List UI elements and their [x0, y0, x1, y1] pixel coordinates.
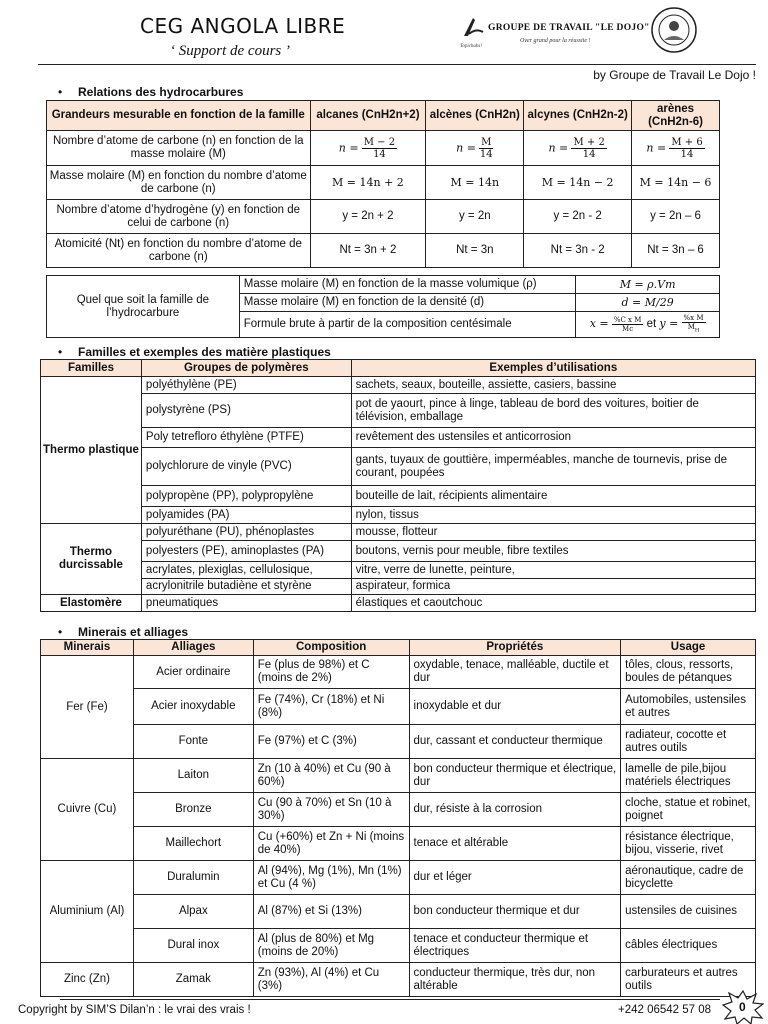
general-formulas-table: Quel que soit la famille de l’hydrocarbure Masse molaire (M) en fonction de la masse volumique (ρ) M = ρ.Vm Masse molaire (M) en fonction de la densité (d) d = M/29 Formule brute à partir de la composition centésimale x = $\frac{\text{\%C x M}}{Mc}$ et y = $\frac{\text{\%x M}}{M_H}$ [46, 275, 720, 338]
row-label: Atomicité (Nt) en fonction du nombre d’atome de carbone (n) [47, 234, 311, 268]
section-minerals-heading: • Minerais et alliages [58, 625, 189, 639]
hydrocarbon-relations-table [46, 100, 720, 268]
family-elastomere: Elastomère [41, 595, 142, 612]
header-cell: arènes (CnH2n-6) [632, 101, 720, 131]
family-thermoplastique: Thermo plastique [41, 377, 142, 524]
formula-cell: n = $\frac{M + 2}{14}$ [524, 131, 632, 166]
formula-cell: n = $\frac{M - 2}{14}$ [310, 131, 426, 166]
footer-divider [60, 999, 720, 1000]
formulas-scope-label: Quel que soit la famille de l’hydrocarbure [47, 276, 240, 338]
section-plastics-heading: • Familles et exemples des matière plastiques [58, 345, 331, 359]
header-cell: alcènes (CnH2n) [426, 101, 524, 131]
table-row: Atomicité (Nt) en fonction du nombre d’atome de carbone (n) Nt = 3n + 2 Nt = 3n Nt = 3n - 2 Nt = 3n – 6 [47, 234, 720, 268]
footer-phone: +242 06542 57 08 [618, 1004, 712, 1016]
table-row [47, 131, 720, 166]
logo-text: GROUPE DE TRAVAIL "LE DOJO" [488, 23, 650, 33]
minerals-alloys-table: Minerais Alliages Composition Propriétés Usage Fer (Fe) Acier ordinaire Fe (plus de 98%) et C (moins de 2%) oxydable, tenace, malléable, ductile et dur tôles, clous, ressorts, boules de pétanques Acier inoxydable Fe (74%), Cr (18%) et Ni (8%) inoxydable et dur Automobiles, ustensiles et autres Fonte Fe (97%) et C (3%) dur, cassant et conducteur thermique radiateur, cocotte et autres outils Cuivre (Cu) Laiton Zn (10 à 40%) et Cu (90 à 60%) bon conducteur thermique et électrique, dur lamelle de pile,bijou matériels électriques Bronze Cu (90 à 70%) et Sn (10 à 30%) dur, résiste à la corrosion cloche, statue et robinet, poignet Maillechort Cu (+60%) et Zn + Ni (moins de 40%) tenace et altérable résistance électrique, bijou, visserie, rivet Aluminium (Al) Duralumin Al (94%), Mg (1%), Mn (1%) et Cu (4 %) dur et léger aéronautique, cadre de bicyclette Alpax Al (87%) et Si (13%) bon conducteur thermique et dur ustensiles de cuisines Dural inox Al (plus de 80%) et Mg (moins de 20%) tenace et conducteur thermique et électriques câbles électriques Zinc (Zn) Zamak Zn (93%), Al (4%) et Cu (3%) conducteur thermique, très dur, non altérable carburateurs et autres outils [40, 639, 756, 997]
header-divider [38, 64, 756, 65]
dojo-logo-icon [460, 14, 486, 40]
seal-icon [650, 6, 698, 54]
header-cell: alcanes (CnH2n+2) [310, 101, 426, 131]
mineral-fer: Fer (Fe) [41, 656, 134, 759]
logo-tagline: Over grand pour la réussite ! [520, 38, 591, 44]
byline: by Groupe de Travail Le Dojo ! [593, 68, 756, 82]
family-thermodurcissable: Thermo durcissable [41, 524, 142, 595]
page-number-badge [722, 990, 764, 1024]
table-row: Masse molaire (M) en fonction du nombre d’atome de carbone (n) M = 14n + 2 M = 14n M = 14n − 2 M = 14n − 6 [47, 166, 720, 200]
section-hydrocarbures-heading: • Relations des hydrocarbures [58, 85, 244, 99]
footer-copyright: Copyright by SIM’S Dilan’n : le vrai des vrais ! [18, 1004, 251, 1016]
header-cell: Grandeurs mesurable en fonction de la famille [47, 101, 311, 131]
formula-cell: n = $\frac{M + 6}{14}$ [632, 131, 720, 166]
centesimal-formula: x = $\frac{\text{\%C x M}}{Mc}$ et y = $\frac{\text{\%x M}}{M_H}$ [576, 312, 720, 338]
page-number: 0 [739, 1000, 746, 1014]
mineral-aluminium: Aluminium (Al) [41, 861, 134, 963]
formula-cell: n = $\frac{M}{14}$ [426, 131, 524, 166]
header-cell: alcynes (CnH2n-2) [524, 101, 632, 131]
row-label: Nombre d’atome d’hydrogène (y) en fonction de celui de carbone (n) [47, 200, 311, 234]
page-title: CEG ANGOLA LIBRE [140, 14, 346, 38]
row-label: Nombre d’atome de carbone (n) en fonction de la masse molaire (M) [47, 131, 311, 166]
mineral-cuivre: Cuivre (Cu) [41, 759, 134, 861]
row-label: Masse molaire (M) en fonction du nombre d’atome de carbone (n) [47, 166, 311, 200]
logo-small-text: Topichubs! [460, 44, 483, 49]
table-row: Nombre d’atome d’hydrogène (y) en fonction de celui de carbone (n) y = 2n + 2 y = 2n y = 2n - 2 y = 2n – 6 [47, 200, 720, 234]
page-subtitle: ‘ Support de cours ’ [170, 43, 290, 59]
plastics-table: Familles Groupes de polymères Exemples d’utilisations Thermo plastique polyéthylène (PE) sachets, seaux, bouteille, assiette, casiers, bassine polystyrène (PS) pot de yaourt, pince à linge, tableau de bord des voitures, boitier de télévision, emballage Poly tetrefloro éthylène (PTFE) revêtement des ustensiles et anticorrosion polychlorure de vinyle (PVC) gants, tuyaux de gouttière, imperméables, manche de tournevis, prise de courant, poupées polypropène (PP), polypropylène bouteille de lait, récipients alimentaire polyamides (PA) nylon, tissus Thermo durcissable polyuréthane (PU), phénoplastes mousse, flotteur polyesters (PE), aminoplastes (PA) boutons, vernis pour meuble, fibre textiles acrylates, plexiglas, cellulosique, vitre, verre de lunette, peinture, acrylonitrile butadiène et styrène aspirateur, formica Elastomère pneumatiques élastiques et caoutchouc [40, 359, 756, 612]
mineral-zinc: Zinc (Zn) [41, 963, 134, 997]
